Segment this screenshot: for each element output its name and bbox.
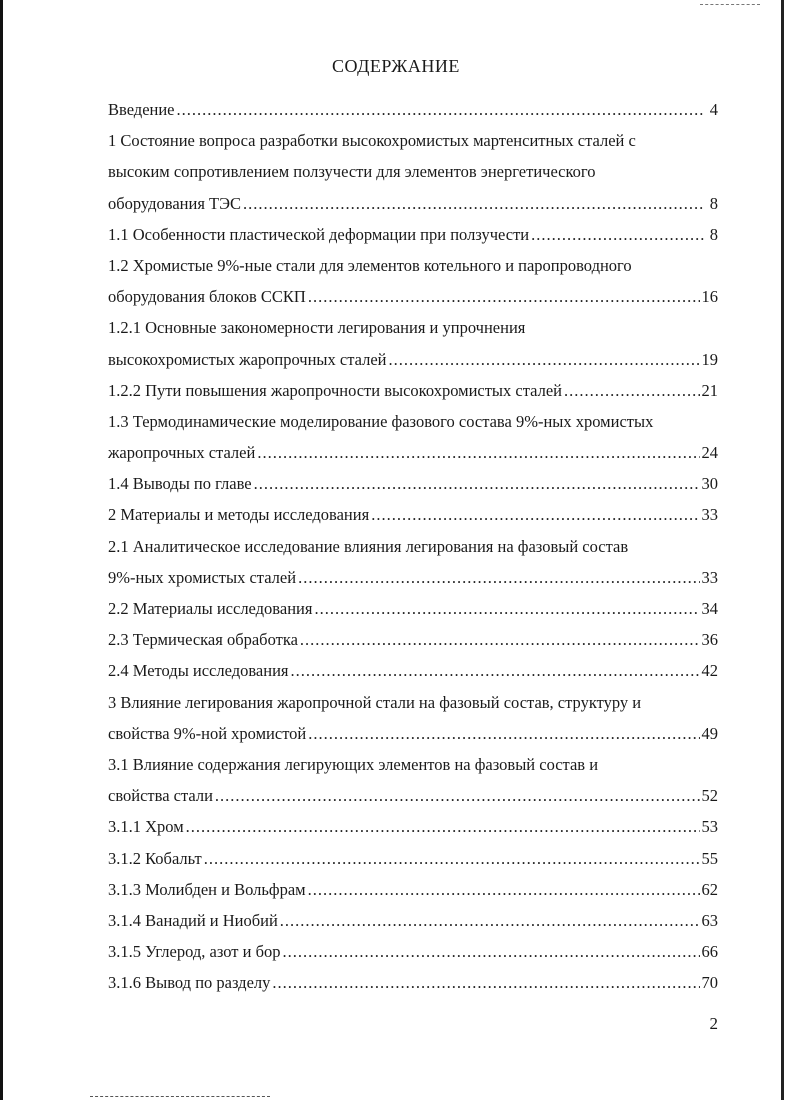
dot-leader (308, 718, 699, 749)
dot-leader (254, 468, 700, 499)
toc-entry-row (108, 655, 718, 686)
scan-artifact-top (700, 4, 760, 6)
toc-entry-text: 3.1.6 Вывод по разделу (108, 973, 271, 993)
toc-entry-text: 3.1 Влияние содержания легирующих элементов на фазовый состав и (108, 754, 599, 774)
scan-artifact-bottom (90, 1096, 270, 1098)
toc-page-number: 66 (701, 942, 718, 962)
toc-page-number: 49 (701, 723, 718, 743)
page-title: СОДЕРЖАНИЕ (332, 56, 460, 76)
toc-entry (108, 375, 718, 406)
toc-page-number: 62 (701, 879, 718, 899)
toc-entry (108, 125, 718, 219)
toc-entry-text: жаропрочных сталей (108, 443, 256, 463)
toc-entry (108, 624, 718, 655)
toc-page-number: 21 (701, 380, 718, 400)
toc-entry (108, 687, 718, 749)
toc-entry (108, 655, 718, 686)
toc-page-number: 34 (701, 599, 718, 618)
toc-page-number: 4 (709, 100, 718, 119)
toc-entry (108, 967, 718, 998)
toc-page-number: 53 (701, 817, 718, 837)
toc-entry-text: свойства 9%-ной хромистой (108, 723, 307, 743)
toc-entry-row (108, 219, 718, 250)
dot-leader (215, 780, 700, 811)
toc-entry (108, 499, 718, 530)
dot-leader (531, 219, 704, 250)
toc-entry-text: 1.2.2 Пути повышения жаропрочности высокохромистых сталей (108, 380, 562, 400)
dot-leader (204, 843, 700, 874)
toc-entry (108, 874, 718, 905)
toc-page-number: 19 (701, 349, 718, 369)
toc-entry-text: 1 Состояние вопроса разработки высокохромистых мартенситных сталей с (108, 131, 636, 151)
toc-entry-text: оборудования блоков ССКП (108, 287, 306, 307)
toc-entry-row (108, 188, 718, 219)
toc-entry-text: высоким сопротивлением ползучести для элементов энергетического (108, 162, 596, 182)
toc-page-number: 36 (701, 630, 718, 650)
dot-leader (243, 188, 704, 219)
dot-leader (308, 281, 700, 312)
toc-page-number: 33 (701, 505, 718, 525)
toc-entry-row (108, 437, 718, 468)
dot-leader (186, 811, 700, 842)
toc-entry-text: Введение (108, 100, 175, 119)
toc-entry (108, 312, 718, 374)
dot-leader (272, 967, 699, 998)
dot-leader (280, 905, 700, 936)
toc-page-number: 70 (701, 973, 718, 993)
toc-entry-row (108, 468, 718, 499)
toc-entry-row (108, 624, 718, 655)
toc-entry (108, 219, 718, 250)
dot-leader (282, 936, 699, 967)
toc-entry-text: 1.2.1 Основные закономерности легирования и упрочнения (108, 318, 526, 338)
toc-entry-row (108, 967, 718, 998)
toc-entry-row (108, 843, 718, 874)
toc-page-number: 8 (709, 193, 718, 213)
toc-entry-row (108, 874, 718, 905)
dot-leader (300, 624, 700, 655)
toc-entry-row (108, 936, 718, 967)
toc-entry (108, 936, 718, 967)
toc-page-number: 55 (701, 848, 718, 868)
toc-page-number: 33 (701, 567, 718, 587)
toc-entry-row (108, 499, 718, 530)
toc-entry (108, 593, 718, 624)
dot-leader (371, 499, 699, 530)
dot-leader (177, 94, 704, 125)
toc-entry-row (108, 811, 718, 842)
toc-entry-row (108, 375, 718, 406)
toc-entry-text: 3 Влияние легирования жаропрочной стали на фазовый состав, структуру и (108, 692, 642, 712)
toc-entry (108, 811, 718, 842)
toc-page-number: 8 (709, 224, 718, 244)
toc-entry (108, 468, 718, 499)
toc-entry-row (108, 344, 718, 375)
toc-entry (108, 250, 718, 312)
toc-entry-row (108, 718, 718, 749)
toc-entry-text: 1.3 Термодинамические моделирование фазового состава 9%-ных хромистых (108, 411, 654, 431)
dot-leader (388, 344, 699, 375)
toc-entry (108, 843, 718, 874)
toc-entry-text: 9%-ных хромистых сталей (108, 567, 297, 587)
page-number: 2 (709, 1014, 718, 1033)
table-of-contents (108, 94, 718, 998)
toc-entry-text: 3.1.1 Хром (108, 817, 184, 837)
toc-entry-text: свойства стали (108, 786, 213, 806)
toc-entry-row (108, 593, 718, 624)
toc-page-number: 42 (701, 661, 718, 681)
toc-entry-text: высокохромистых жаропрочных сталей (108, 349, 387, 369)
toc-entry-row (108, 780, 718, 811)
toc-entry-text: 2.3 Термическая обработка (108, 630, 298, 650)
toc-entry-text: 1.4 Выводы по главе (108, 474, 252, 494)
scan-border-left (0, 0, 3, 1100)
toc-entry (108, 406, 718, 468)
toc-page-number: 24 (701, 443, 718, 463)
toc-entry-text: 3.1.2 Кобальт (108, 848, 202, 868)
toc-entry-text: 2.1 Аналитическое исследование влияния легирования на фазовый состав (108, 536, 629, 556)
dot-leader (291, 655, 700, 686)
toc-entry-row (108, 905, 718, 936)
toc-entry-text: 2 Материалы и методы исследования (108, 505, 370, 525)
toc-entry-row (108, 562, 718, 593)
dot-leader (298, 562, 699, 593)
toc-entry (108, 94, 718, 125)
dot-leader (314, 593, 699, 624)
toc-entry-text: 2.4 Методы исследования (108, 661, 289, 681)
toc-entry-row (108, 281, 718, 312)
toc-entry-row (108, 94, 718, 125)
toc-page-number: 30 (701, 474, 718, 494)
toc-entry (108, 531, 718, 593)
toc-page-number: 52 (701, 786, 718, 806)
toc-entry-text: 2.2 Материалы исследования (108, 599, 313, 618)
toc-entry-text: 1.2 Хромистые 9%-ные стали для элементов котельного и паропроводного (108, 255, 632, 275)
dot-leader (564, 375, 700, 406)
toc-entry-text: 3.1.5 Углерод, азот и бор (108, 942, 281, 962)
toc-entry-text: 3.1.3 Молибден и Вольфрам (108, 879, 306, 899)
toc-entry-text: оборудования ТЭС (108, 193, 242, 213)
toc-entry-text: 3.1.4 Ванадий и Ниобий (108, 910, 278, 930)
toc-entry (108, 749, 718, 811)
scan-border-right (781, 0, 784, 1100)
toc-page-number: 16 (701, 287, 718, 307)
toc-page-number: 63 (701, 910, 718, 930)
dot-leader (308, 874, 700, 905)
toc-entry (108, 905, 718, 936)
toc-entry-text: 1.1 Особенности пластической деформации при ползучести (108, 224, 530, 244)
dot-leader (257, 437, 699, 468)
